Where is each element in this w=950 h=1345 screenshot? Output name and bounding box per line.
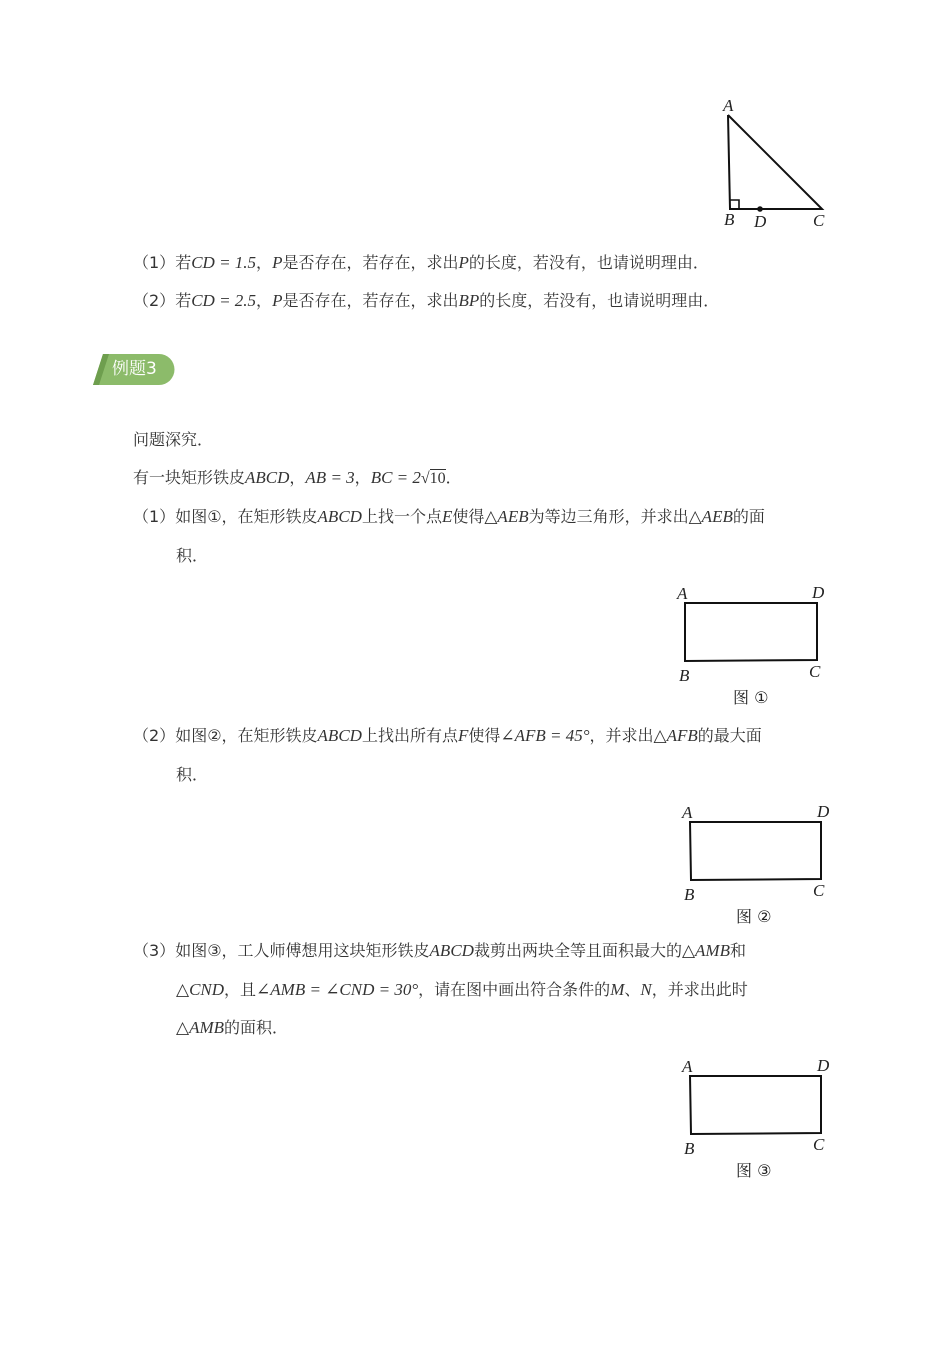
text: ，并求出此时: [651, 980, 748, 999]
rectangle-outline: [685, 603, 817, 661]
text: 如图①，在矩形铁皮: [175, 507, 318, 526]
prev-question-2: [133, 291, 719, 311]
math: △AFB: [653, 726, 698, 745]
math: ABCD: [317, 726, 362, 745]
math: AB = 3: [305, 468, 355, 487]
math: △AMB: [176, 1018, 225, 1037]
text: 有一块矩形铁皮: [133, 468, 246, 487]
example-question-2: [133, 726, 762, 746]
rectangle-figure-3: [675, 1054, 845, 1184]
text: 上找出所有点: [361, 726, 458, 745]
label-d: D: [817, 802, 830, 821]
example-question-2-cont: 积．: [176, 765, 209, 784]
label-b: B: [724, 210, 735, 229]
rectangle-figure-1: [670, 580, 840, 710]
q-num: （3）: [133, 941, 176, 960]
text: ，: [289, 468, 306, 487]
prev-question-1: [133, 253, 709, 273]
math: ABCD: [429, 941, 474, 960]
text: 使得: [452, 507, 485, 526]
label-a: A: [723, 96, 734, 115]
text: ，: [256, 253, 273, 272]
label-c: C: [813, 1135, 825, 1154]
right-angle-mark: [730, 200, 739, 209]
math: CD = 2.5: [191, 291, 257, 310]
label-a: A: [682, 803, 693, 822]
math: N: [640, 980, 652, 999]
label-a: A: [677, 584, 688, 603]
label-c: C: [813, 211, 825, 230]
label-d: D: [812, 583, 825, 602]
text: ．: [445, 468, 462, 487]
label-b: B: [684, 885, 695, 904]
text: 为等边三角形，并求出: [528, 507, 689, 526]
text: ，请在图中画出符合条件的: [418, 980, 611, 999]
math: BC = 2: [370, 468, 421, 487]
text: ，: [354, 468, 371, 487]
math: P: [272, 253, 283, 272]
label-d: D: [817, 1056, 830, 1075]
point-d-dot: [757, 206, 763, 212]
text: 上找一个点: [361, 507, 442, 526]
text: 、: [624, 980, 641, 999]
text: 的最大面: [697, 726, 762, 745]
triangle-outline: [728, 115, 822, 209]
math: P: [272, 291, 283, 310]
figure-caption: 图 ③: [736, 1161, 772, 1180]
math: CD = 1.5: [191, 253, 257, 272]
text: 若: [175, 291, 192, 310]
label-b: B: [679, 666, 690, 685]
given-text: [133, 468, 462, 489]
label-b: B: [684, 1139, 695, 1158]
sqrt-radicand: 10: [429, 470, 446, 487]
intro-text: 问题深究．: [133, 430, 214, 449]
label-a: A: [682, 1057, 693, 1076]
rectangle-figure-2: [675, 800, 845, 930]
text: 若: [175, 253, 192, 272]
example-question-1-cont: 积．: [176, 546, 209, 565]
text: ，: [256, 291, 273, 310]
math: P: [458, 253, 469, 272]
example-badge-label: 例题3: [112, 359, 157, 379]
text: 是否存在，若存在，求出: [282, 253, 459, 272]
text: 的长度，若没有，也请说明理由．: [479, 291, 720, 310]
q-num: （1）: [133, 507, 176, 526]
sqrt-sign: √: [420, 470, 430, 487]
math: BP: [458, 291, 480, 310]
math: ABCD: [317, 507, 362, 526]
q-num: （1）: [133, 253, 176, 272]
math: ∠AMB = ∠CND = 30°: [256, 980, 419, 999]
math: △CND: [176, 980, 225, 999]
text: 的面积．: [224, 1018, 289, 1037]
text: 是否存在，若存在，求出: [282, 291, 459, 310]
label-c: C: [809, 662, 821, 681]
math: E: [441, 507, 453, 526]
text: 和: [729, 941, 746, 960]
label-d: D: [754, 212, 767, 231]
text: ，且: [224, 980, 257, 999]
triangle-figure: [700, 90, 850, 240]
text: 如图②，在矩形铁皮: [175, 726, 318, 745]
rectangle-outline: [690, 1076, 821, 1134]
text: 使得: [468, 726, 501, 745]
text: 的长度，若没有，也请说明理由．: [468, 253, 709, 272]
example-question-3-line3: [176, 1018, 288, 1038]
label-c: C: [813, 881, 825, 900]
q-num: （2）: [133, 291, 176, 310]
example-question-3-line2: [176, 980, 748, 1000]
rectangle-outline: [690, 822, 821, 880]
figure-caption: 图 ②: [736, 907, 772, 926]
figure-caption: 图 ①: [733, 688, 769, 707]
math: ∠AFB = 45°: [500, 726, 590, 745]
text: 裁剪出两块全等且面积最大的: [473, 941, 682, 960]
math: △AEB: [484, 507, 529, 526]
text: 的面: [732, 507, 765, 526]
q-num: （2）: [133, 726, 176, 745]
example-question-3: [133, 941, 746, 961]
math: F: [457, 726, 469, 745]
math: M: [610, 980, 625, 999]
example-question-1: [133, 507, 765, 527]
math: △AEB: [688, 507, 733, 526]
math: △AMB: [681, 941, 730, 960]
text: 如图③，工人师傅想用这块矩形铁皮: [175, 941, 430, 960]
math: ABCD: [245, 468, 290, 487]
text: ，并求出: [589, 726, 654, 745]
